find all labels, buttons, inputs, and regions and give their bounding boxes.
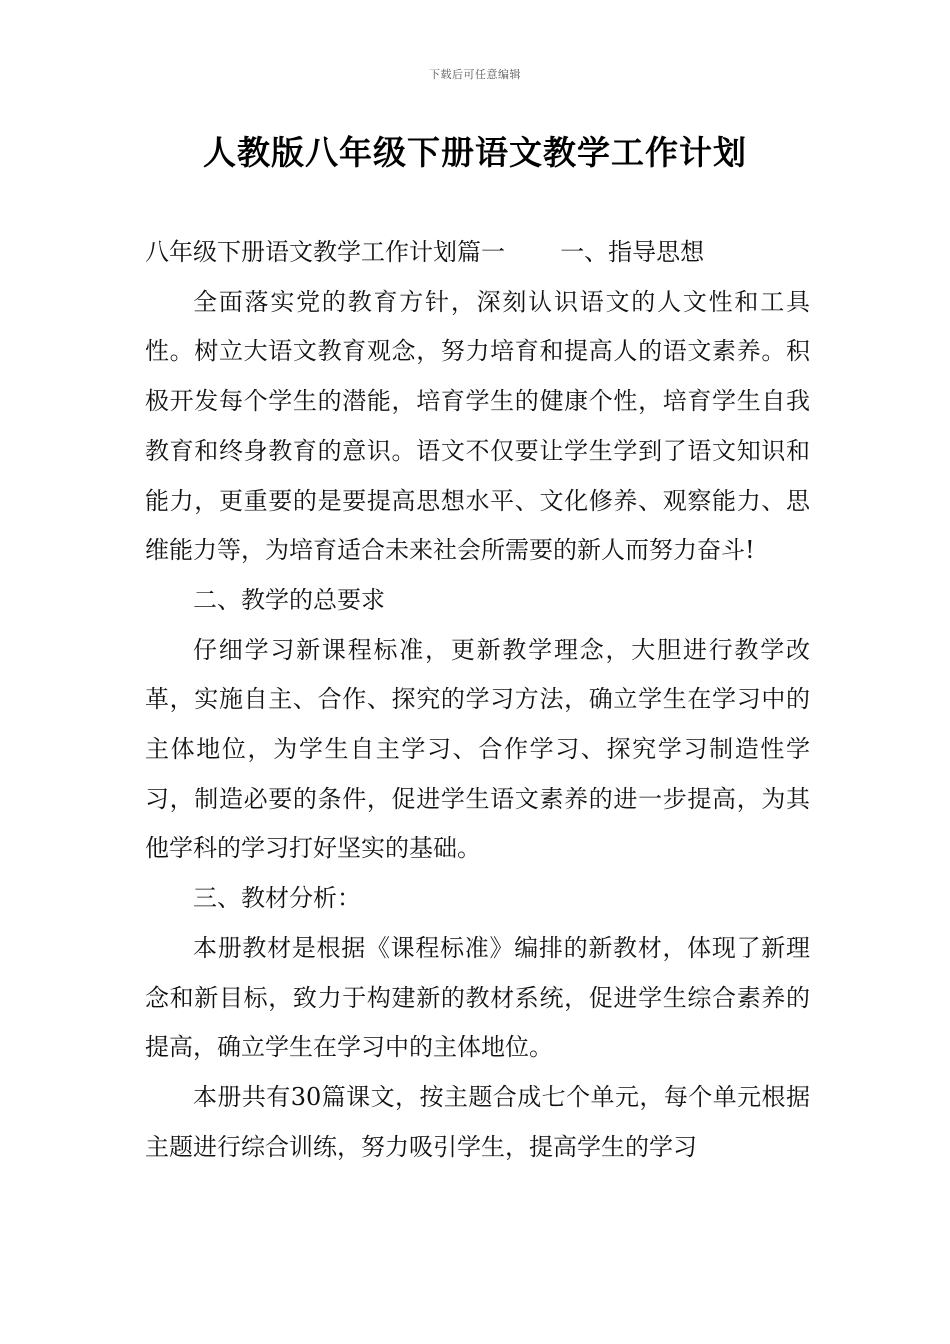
- section-heading-textbook-analysis: 三、教材分析：: [193, 884, 361, 913]
- intro-line: [145, 228, 810, 278]
- intro-heading: 八年级下册语文教学工作计划篇一: [145, 238, 505, 266]
- document-body: [145, 228, 810, 1172]
- section-heading-guiding-thought: 一、指导思想: [560, 238, 705, 266]
- paragraph-textbook-units: 本册共有30篇课文，按主题合成七个单元，每个单元根据主题进行综合训练，努力吸引学生，提高学生的学习: [145, 1082, 810, 1161]
- header-note: 下载后可任意编辑: [429, 68, 521, 81]
- section-heading-general-requirements: 二、教学的总要求: [193, 585, 385, 614]
- paragraph-guiding-thought: 全面落实党的教育方针，深刻认识语文的人文性和工具性。树立大语文教育观念，努力培育和提高人的语文素养。积极开发每个学生的潜能，培育学生的健康个性，培育学生自我教育和终身教育的意识。语文不仅要让学生学到了语文知识和能力，更重要的是要提高思想水平、文化修养、观察能力、思维能力等，为培育适合未来社会所需要的新人而努力奋斗!: [145, 287, 810, 565]
- paragraph-textbook-analysis: 本册教材是根据《课程标准》编排的新教材，体现了新理念和新目标，致力于构建新的教材系统，促进学生综合素养的提高，确立学生在学习中的主体地位。: [145, 933, 810, 1062]
- paragraph-general-requirements: 仔细学习新课程标准，更新教学理念，大胆进行教学改革，实施自主、合作、探究的学习方法，确立学生在学习中的主体地位，为学生自主学习、合作学习、探究学习制造性学习，制造必要的条件，促进学生语文素养的进一步提高，为其他学科的学习打好坚实的基础。: [145, 635, 810, 863]
- document-title: 人教版八年级下册语文教学工作计划: [203, 133, 747, 172]
